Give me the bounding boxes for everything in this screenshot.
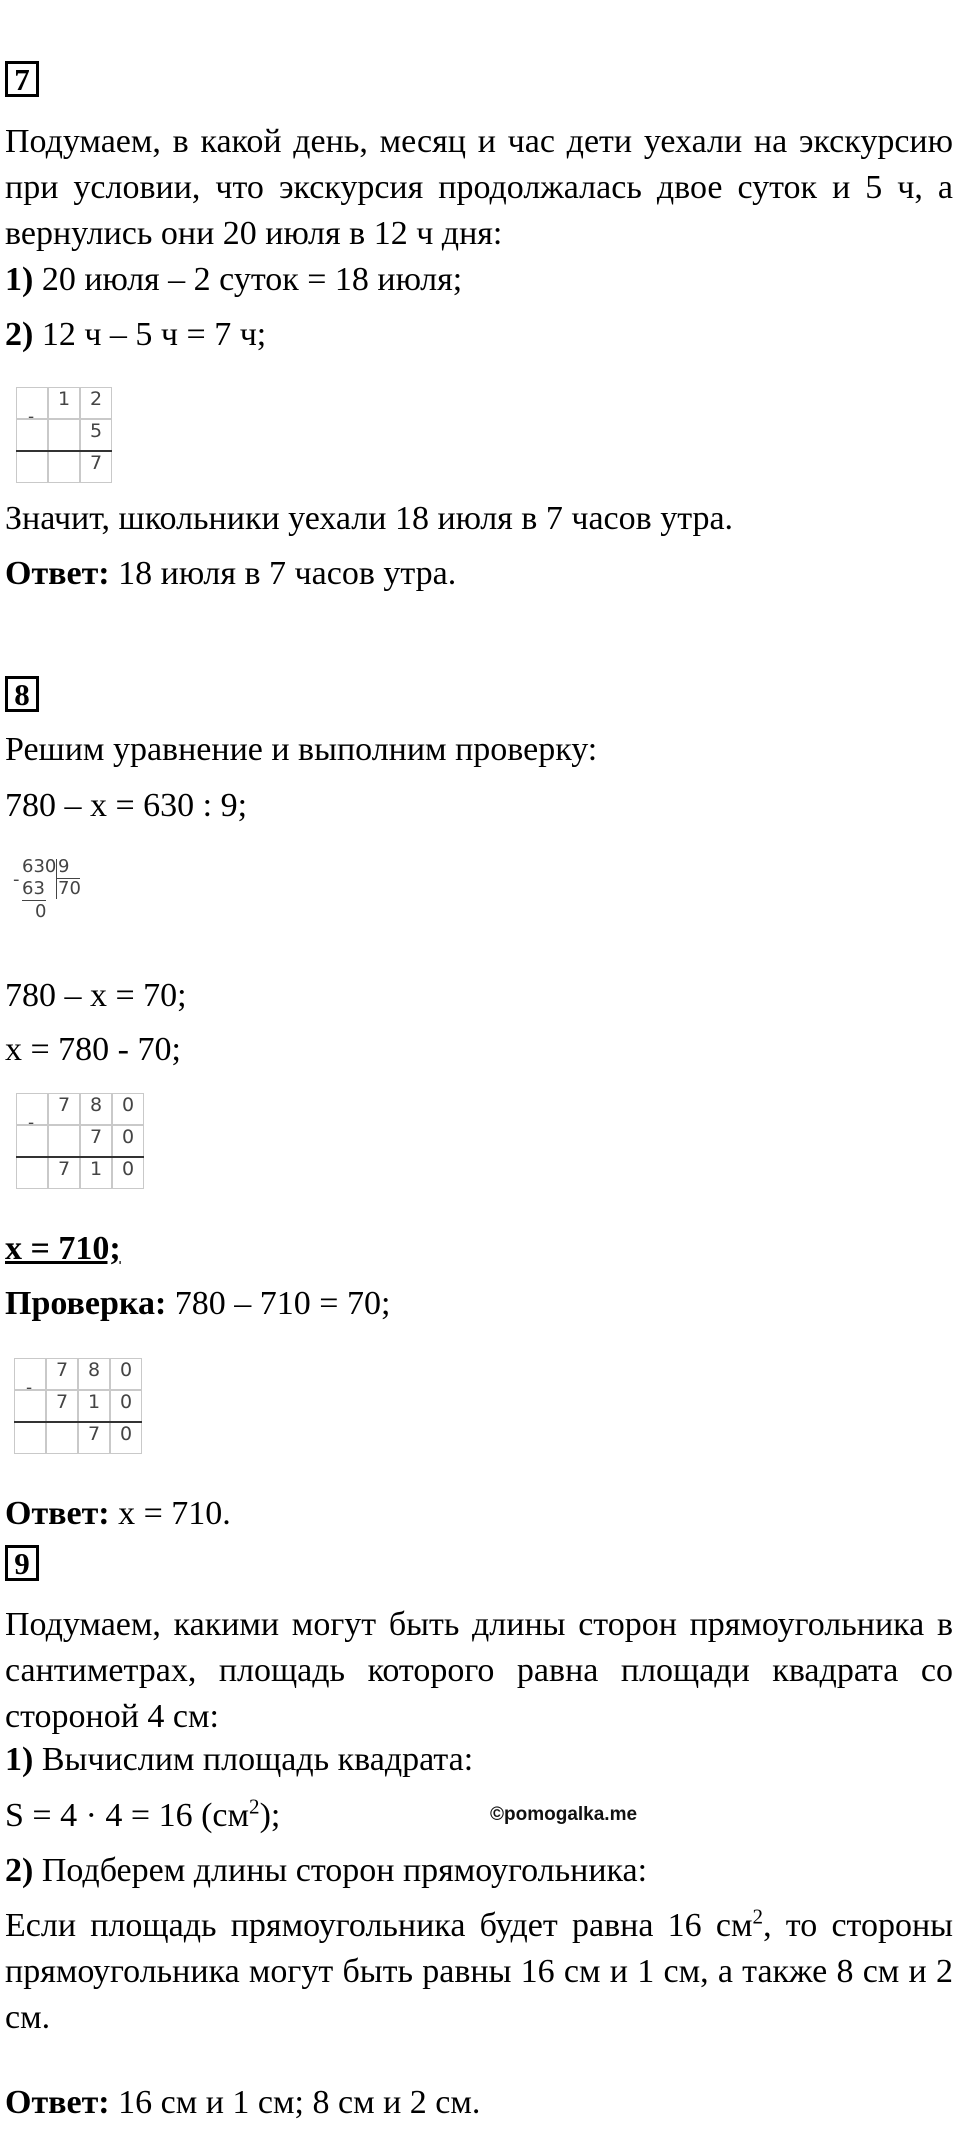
task8-eq3: x = 780 - 70;: [5, 1031, 181, 1068]
task8-eq2: 780 – x = 70;: [5, 977, 187, 1014]
task8-intro: Решим уравнение и выполним проверку:: [5, 731, 598, 768]
task7-step2: 2) 12 ч – 5 ч = 7 ч;: [5, 316, 267, 353]
task9-step1: 1) Вычислим площадь квадрата:: [5, 1741, 474, 1778]
task9-answer: Ответ: 16 см и 1 см; 8 см и 2 см.: [5, 2084, 481, 2121]
minus-sign: -: [26, 1378, 33, 1398]
task-number-badge: 7: [5, 61, 39, 97]
task9-formula: S = 4 · 4 = 16 $(см^2)$;: [5, 1794, 281, 1834]
task7-answer: Ответ: 18 июля в 7 часов утра.: [5, 555, 457, 592]
minus-sign: -: [28, 407, 35, 427]
task-number-badge: 9: [5, 1545, 39, 1581]
task7-step1: 1) 20 июля – 2 суток = 18 июля;: [5, 261, 463, 298]
task9-intro: Подумаем, какими могут быть длины сторон прямоугольника в сантиметрах, площадь которого равна площади квадрата со стороной 4 см:: [5, 1606, 953, 1735]
task7-intro: Подумаем, в какой день, месяц и час дети уехали на экскурсию при условии, что экскурсия продолжалась двое суток и 5 ч, а вернулись они 20 июля в 12 ч дня:: [5, 123, 953, 252]
minus-sign: -: [28, 1113, 35, 1133]
watermark: ©pomogalka.me: [490, 1804, 638, 1825]
task-number-badge: 8: [5, 676, 39, 712]
task9-paragraph: Если площадь прямоугольника будет равна 16 $см^2$, то стороны прямоугольника могут быть равны 16 см и 1 см, а также 8 см и 2 см.: [5, 1904, 953, 2036]
task8-result: x = 710;: [5, 1230, 121, 1267]
task8-answer: Ответ: x = 710.: [5, 1495, 231, 1532]
task8-check: Проверка: 780 – 710 = 70;: [5, 1285, 391, 1322]
task8-equation: 780 – x = 630 : 9;: [5, 787, 248, 824]
task7-conclusion: Значит, школьники уехали 18 июля в 7 часов утра.: [5, 500, 734, 537]
long-division: 630 9 - 63 70 0: [13, 856, 81, 922]
task9-step2: 2) Подберем длины сторон прямоугольника:: [5, 1852, 648, 1889]
